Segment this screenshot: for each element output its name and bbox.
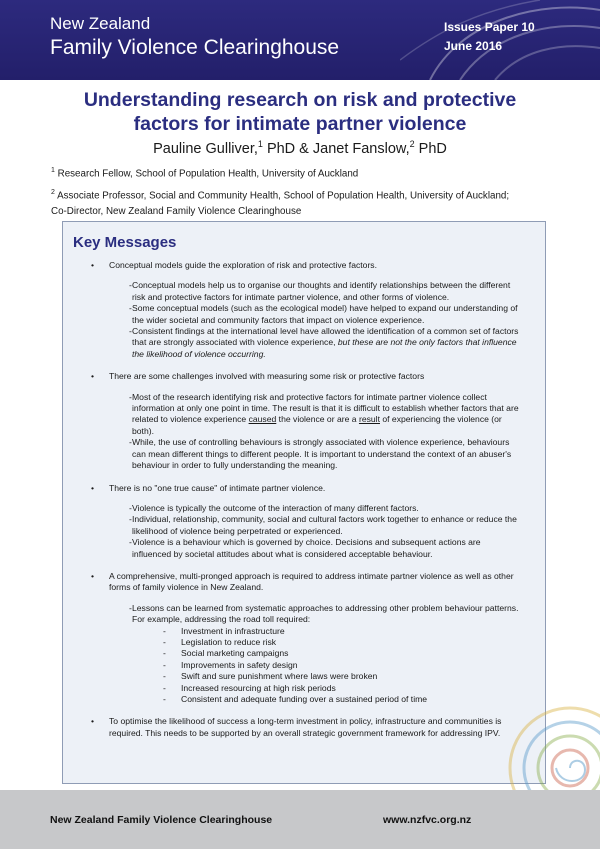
issue-info <box>444 18 535 56</box>
list-item: - Social marketing campaigns <box>163 648 289 659</box>
bullet-icon: • <box>91 570 95 581</box>
list-item: - Lessons can be learned from systematic approaches to addressing other problem behaviour patterns. For example, addressing the road toll required: <box>129 602 519 625</box>
list-item: - Some conceptual models (such as the ecological model) have helped to expand our understanding of the wider societal and community factors that impact on violence experience. <box>129 303 518 325</box>
dash-icon: - <box>129 326 132 337</box>
dash-icon: - <box>163 659 166 670</box>
footer <box>0 790 600 849</box>
authors <box>40 139 560 157</box>
issue-number: Issues Paper 10 <box>444 20 535 34</box>
affiliation-1: $^1$ Research Fellow, School of Population Health, University of Auckland <box>51 167 359 180</box>
affiliation-2: $^2$ Associate Professor, Social and Community Health, School of Population Health, University of Auckland; Co-Director, New Zealand Family Violence Clearinghouse <box>51 189 510 218</box>
bullet-icon: • <box>91 371 95 382</box>
dash-icon: - <box>129 537 132 548</box>
footer-website-link[interactable]: www.nzfvc.org.nz <box>383 814 472 826</box>
dash-icon: - <box>129 437 132 448</box>
page-title <box>40 88 560 136</box>
brand-line2: Family Violence Clearinghouse <box>50 36 340 59</box>
list-item: - Investment in infrastructure <box>163 625 285 636</box>
list-item: - Increased resourcing at high risk periods <box>163 682 336 693</box>
dash-icon: - <box>129 280 132 291</box>
bullet-icon: • <box>91 260 95 270</box>
dash-icon: - <box>163 671 166 682</box>
title-line2: factors for intimate partner violence <box>133 113 467 135</box>
author1: Pauline Gulliver, <box>153 140 258 157</box>
list-item: - Individual, relationship, community, social and cultural factors work together to enhance or reduce the likelihood of violence being perpetrated or experienced. <box>129 514 517 536</box>
dash-icon: - <box>129 391 132 402</box>
dash-icon: - <box>129 514 132 525</box>
list-item: - Conceptual models help us to organise our thoughts and identify relationships between the different risk and protective factors for intimate partner violence, and other forms of violence. <box>129 280 511 302</box>
dash-icon: - <box>163 648 166 659</box>
header-banner <box>0 0 600 80</box>
brand-line1: New Zealand <box>50 14 151 33</box>
dash-icon: - <box>163 636 166 647</box>
list-item: • Conceptual models guide the exploration of risk and protective factors. <box>91 260 377 270</box>
author1-sup: 1 <box>257 139 263 149</box>
list-item: - Most of the research identifying risk and protective factors for intimate partner violence collect information at only one point in time. The result is that it is difficult to establish whether factors that are related to violence experience caused the violence or are a result of experiencing the violence (or both). <box>129 391 519 436</box>
key-messages-box <box>62 221 546 784</box>
list-item: - Improvements in safety design <box>163 659 298 670</box>
issue-date: June 2016 <box>444 39 503 53</box>
dash-icon: - <box>129 303 132 314</box>
bullet-icon: • <box>91 716 95 727</box>
list-item: - Swift and sure punishment where laws were broken <box>163 671 378 682</box>
footer-organisation: New Zealand Family Violence Clearinghouse <box>50 814 273 826</box>
list-item: - Consistent and adequate funding over a sustained period of time <box>163 694 428 704</box>
list-item: • There is no "one true cause" of intimate partner violence. <box>91 482 326 493</box>
list-item: • To optimise the likelihood of success a long-term investment in policy, infrastructure and communities is required. This needs to be supported by an overall strategic government framework for addressing IPV. <box>91 716 502 738</box>
author2: PhD & Janet Fanslow, <box>262 140 410 157</box>
key-messages-title: Key Messages <box>73 234 177 251</box>
dash-icon: - <box>163 682 166 693</box>
dash-icon: - <box>163 694 166 704</box>
author2-sup: 2 <box>409 139 415 149</box>
list-item: • There are some challenges involved with measuring some risk or protective factors <box>91 371 425 382</box>
key-messages-list <box>63 260 547 739</box>
dash-icon: - <box>129 602 132 613</box>
list-item: - While, the use of controlling behaviours is strongly associated with violence experience, behaviours can mean different things to different people. It is important to understand the context of an abuser's behaviour in order to fully understanding the meaning. <box>129 437 512 471</box>
list-item: - Violence is typically the outcome of the interaction of many different factors. <box>129 502 419 513</box>
list-item: • A comprehensive, multi-pronged approach is required to address intimate partner violence as well as other forms of family violence in New Zealand. <box>91 570 514 593</box>
list-item: - Legislation to reduce risk <box>163 636 277 647</box>
dash-icon: - <box>163 625 166 636</box>
author2-degree: PhD <box>414 140 447 157</box>
list-item: - Consistent findings at the international level have allowed the identification of a common set of factors that are strongly associated with violence experience, but these are not the only factors that influence the likelihood of violence occurring. <box>129 326 519 359</box>
dash-icon: - <box>129 502 132 513</box>
list-item: - Violence is a behaviour which is governed by choice. Decisions and subsequent actions are influenced by societal attitudes about what is considered acceptable behaviour. <box>129 537 481 559</box>
bullet-icon: • <box>91 482 95 493</box>
title-line1: Understanding research on risk and protective <box>83 89 517 111</box>
